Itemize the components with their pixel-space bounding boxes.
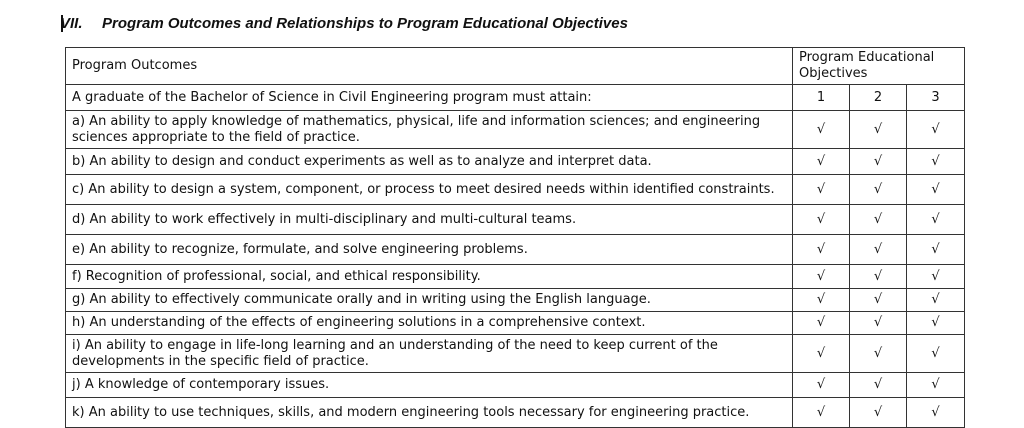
table-row bbox=[66, 289, 965, 312]
outcome-text: d) An ability to work effectively in multi-disciplinary and multi-cultural teams. bbox=[66, 205, 793, 235]
check-mark-cell: √ bbox=[793, 175, 850, 205]
check-mark-cell: √ bbox=[793, 373, 850, 398]
peo-number: 1 bbox=[793, 85, 850, 111]
check-mark-cell: √ bbox=[907, 205, 965, 235]
peo-number: 2 bbox=[850, 85, 907, 111]
check-mark-cell: √ bbox=[793, 265, 850, 289]
table-row bbox=[66, 149, 965, 175]
outcome-text: f) Recognition of professional, social, and ethical responsibility. bbox=[66, 265, 793, 289]
table-row bbox=[66, 398, 965, 428]
check-mark-cell: √ bbox=[850, 398, 907, 428]
section-title: Program Outcomes and Relationships to Program Educational Objectives bbox=[102, 15, 628, 32]
table-row bbox=[66, 335, 965, 373]
check-mark-cell: √ bbox=[793, 335, 850, 373]
check-mark-cell: √ bbox=[907, 149, 965, 175]
outcome-text: g) An ability to effectively communicate orally and in writing using the English language. bbox=[66, 289, 793, 312]
check-mark-cell: √ bbox=[850, 149, 907, 175]
check-mark-cell: √ bbox=[907, 373, 965, 398]
outcome-text: j) A knowledge of contemporary issues. bbox=[66, 373, 793, 398]
check-mark-cell: √ bbox=[907, 335, 965, 373]
outcome-text: k) An ability to use techniques, skills, and modern engineering tools necessary for engineering practice. bbox=[66, 398, 793, 428]
outcome-text: a) An ability to apply knowledge of mathematics, physical, life and information sciences; and engineering sciences appropriate to the field of practice. bbox=[66, 111, 793, 149]
check-mark-cell: √ bbox=[907, 312, 965, 335]
peo-column-header: Program Educational Objectives bbox=[793, 48, 965, 85]
outcome-text: b) An ability to design and conduct experiments as well as to analyze and interpret data. bbox=[66, 149, 793, 175]
check-mark-cell: √ bbox=[793, 205, 850, 235]
section-heading bbox=[60, 13, 1004, 35]
outcome-text: c) An ability to design a system, component, or process to meet desired needs within identified constraints. bbox=[66, 175, 793, 205]
table-row bbox=[66, 265, 965, 289]
check-mark-cell: √ bbox=[850, 111, 907, 149]
check-mark-cell: √ bbox=[850, 335, 907, 373]
table-row bbox=[66, 373, 965, 398]
check-mark-cell: √ bbox=[850, 373, 907, 398]
table-row bbox=[66, 111, 965, 149]
table-row bbox=[66, 312, 965, 335]
peo-number: 3 bbox=[907, 85, 965, 111]
table-row bbox=[66, 235, 965, 265]
check-mark-cell: √ bbox=[850, 289, 907, 312]
table-row bbox=[66, 205, 965, 235]
check-mark-cell: √ bbox=[793, 149, 850, 175]
check-mark-cell: √ bbox=[793, 235, 850, 265]
check-mark-cell: √ bbox=[907, 235, 965, 265]
intro-row bbox=[66, 85, 965, 111]
check-mark-cell: √ bbox=[850, 175, 907, 205]
outcome-text: i) An ability to engage in life-long learning and an understanding of the need to keep current of the developments in the specific field of practice. bbox=[66, 335, 793, 373]
check-mark-cell: √ bbox=[850, 235, 907, 265]
check-mark-cell: √ bbox=[850, 265, 907, 289]
table-row bbox=[66, 175, 965, 205]
check-mark-cell: √ bbox=[850, 205, 907, 235]
table-header-row bbox=[66, 48, 965, 85]
check-mark-cell: √ bbox=[907, 111, 965, 149]
check-mark-cell: √ bbox=[850, 312, 907, 335]
check-mark-cell: √ bbox=[793, 111, 850, 149]
check-mark-cell: √ bbox=[793, 289, 850, 312]
outcomes-table bbox=[65, 47, 965, 428]
intro-text: A graduate of the Bachelor of Science in Civil Engineering program must attain: bbox=[66, 85, 793, 111]
check-mark-cell: √ bbox=[907, 265, 965, 289]
outcome-text: e) An ability to recognize, formulate, and solve engineering problems. bbox=[66, 235, 793, 265]
check-mark-cell: √ bbox=[793, 312, 850, 335]
outcome-text: h) An understanding of the effects of engineering solutions in a comprehensive context. bbox=[66, 312, 793, 335]
section-number: VII. bbox=[60, 15, 83, 32]
check-mark-cell: √ bbox=[907, 289, 965, 312]
outcomes-column-header: Program Outcomes bbox=[66, 48, 793, 85]
check-mark-cell: √ bbox=[907, 398, 965, 428]
check-mark-cell: √ bbox=[907, 175, 965, 205]
check-mark-cell: √ bbox=[793, 398, 850, 428]
